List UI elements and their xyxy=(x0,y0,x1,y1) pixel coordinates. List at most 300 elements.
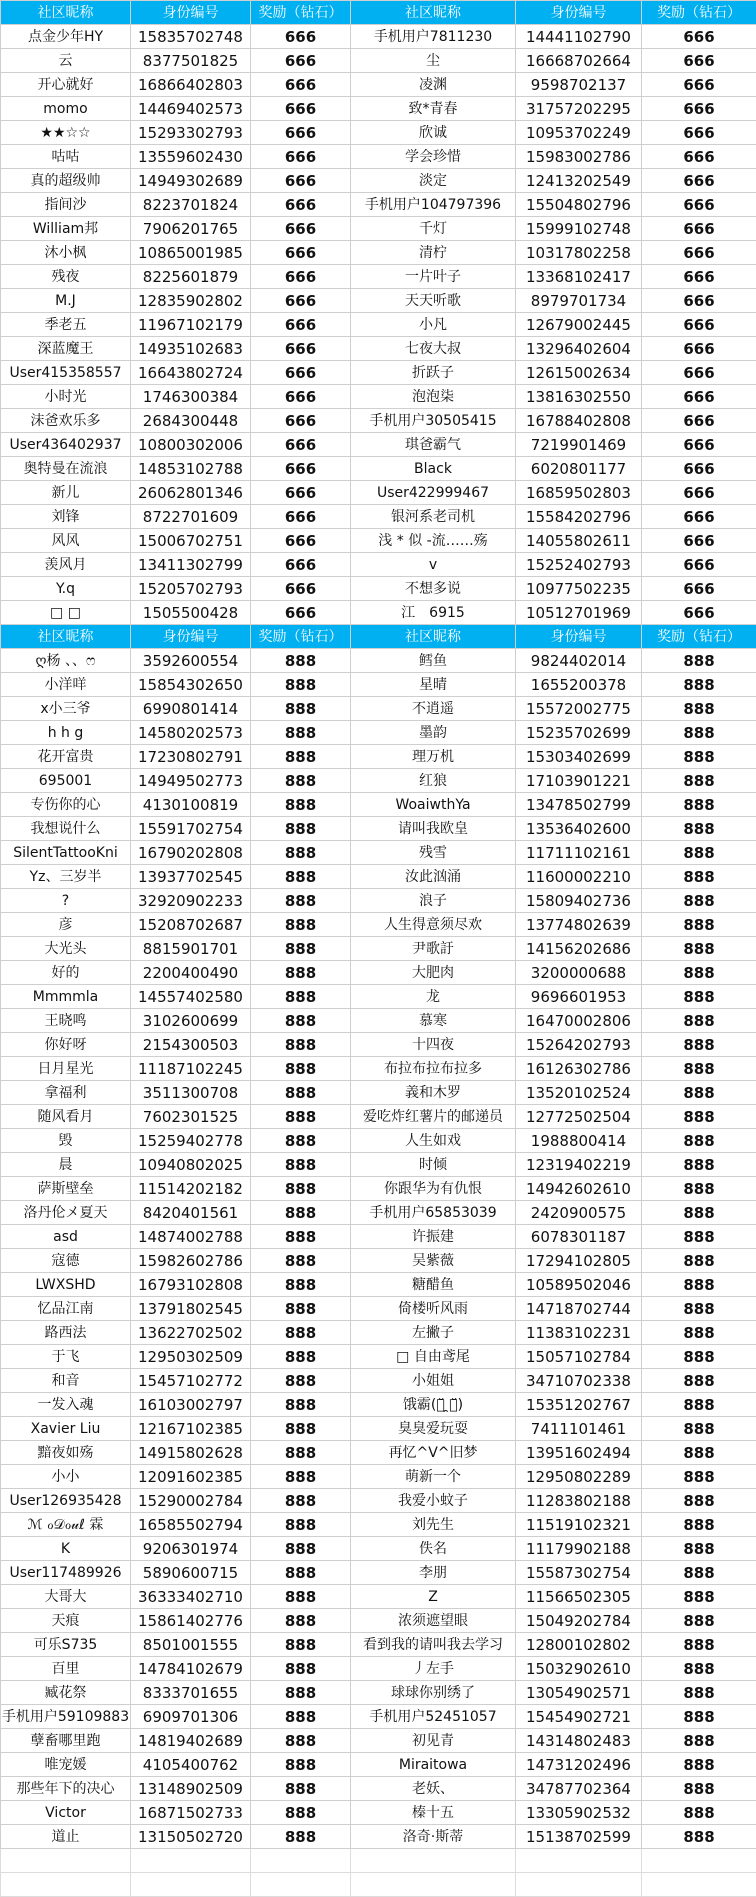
cell-id-number[interactable]: 15290002784 xyxy=(131,1489,251,1513)
cell-id-number[interactable]: 8225601879 xyxy=(131,265,251,289)
cell-id-number[interactable]: 15264202793 xyxy=(516,1033,642,1057)
cell-reward[interactable]: 888 xyxy=(251,697,351,721)
cell-id-number[interactable]: 16585502794 xyxy=(131,1513,251,1537)
cell-id-number[interactable]: 8722701609 xyxy=(131,505,251,529)
cell-reward[interactable]: 666 xyxy=(251,289,351,313)
cell-reward[interactable]: 888 xyxy=(642,1345,756,1369)
cell-id-number[interactable]: 13054902571 xyxy=(516,1681,642,1705)
cell-id-number[interactable]: 16793102808 xyxy=(131,1273,251,1297)
cell-reward[interactable]: 888 xyxy=(642,769,756,793)
cell-id-number[interactable]: 10977502235 xyxy=(516,577,642,601)
cell-nickname[interactable]: 人生如戏 xyxy=(351,1129,516,1153)
cell-nickname[interactable]: 老妖、 xyxy=(351,1777,516,1801)
cell-nickname[interactable]: asd xyxy=(1,1225,131,1249)
cell-id-number[interactable]: 15861402776 xyxy=(131,1609,251,1633)
cell-id-number[interactable]: 34710702338 xyxy=(516,1369,642,1393)
cell-id-number[interactable]: 15235702699 xyxy=(516,721,642,745)
cell-id-number[interactable]: 14441102790 xyxy=(516,25,642,49)
cell-reward[interactable]: 888 xyxy=(251,1441,351,1465)
cell-nickname[interactable]: 大肥肉 xyxy=(351,961,516,985)
cell-reward[interactable]: 888 xyxy=(251,865,351,889)
cell-nickname[interactable]: 看到我的请叫我去学习 xyxy=(351,1633,516,1657)
cell-reward[interactable]: 888 xyxy=(251,817,351,841)
cell-nickname[interactable]: 刘先生 xyxy=(351,1513,516,1537)
cell-id-number[interactable]: 15809402736 xyxy=(516,889,642,913)
cell-nickname[interactable]: 大光头 xyxy=(1,937,131,961)
cell-id-number[interactable]: 15303402699 xyxy=(516,745,642,769)
cell-id-number[interactable]: 12950802289 xyxy=(516,1465,642,1489)
cell-nickname[interactable]: 十四夜 xyxy=(351,1033,516,1057)
cell-reward[interactable]: 888 xyxy=(642,1801,756,1825)
cell-reward[interactable]: 888 xyxy=(642,1177,756,1201)
cell-nickname[interactable]: 臧花祭 xyxy=(1,1681,131,1705)
cell-reward[interactable]: 888 xyxy=(251,649,351,673)
cell-reward[interactable]: 666 xyxy=(251,97,351,121)
cell-nickname[interactable]: 浅 * 似 -流……殇 xyxy=(351,529,516,553)
cell-id-number[interactable]: 10865001985 xyxy=(131,241,251,265)
cell-reward[interactable]: 888 xyxy=(251,1009,351,1033)
cell-reward[interactable]: 666 xyxy=(251,145,351,169)
cell-id-number[interactable]: 3511300708 xyxy=(131,1081,251,1105)
cell-id-number[interactable]: 14055802611 xyxy=(516,529,642,553)
cell-nickname[interactable]: 致*青春 xyxy=(351,97,516,121)
cell-nickname[interactable]: 天痕 xyxy=(1,1609,131,1633)
cell-nickname[interactable]: 手机用户7811230 xyxy=(351,25,516,49)
cell-reward[interactable]: 888 xyxy=(642,1369,756,1393)
cell-id-number[interactable]: 10317802258 xyxy=(516,241,642,265)
cell-id-number[interactable]: 15572002775 xyxy=(516,697,642,721)
cell-reward[interactable]: 888 xyxy=(251,1705,351,1729)
cell-nickname[interactable]: 开心就好 xyxy=(1,73,131,97)
cell-reward[interactable]: 888 xyxy=(251,1777,351,1801)
cell-nickname[interactable]: 尘 xyxy=(351,49,516,73)
cell-reward[interactable]: 666 xyxy=(642,73,756,97)
cell-nickname[interactable]: Yz、三岁半 xyxy=(1,865,131,889)
cell-nickname[interactable]: 一发入魂 xyxy=(1,1393,131,1417)
cell-id-number[interactable]: 3592600554 xyxy=(131,649,251,673)
cell-id-number[interactable]: 15454902721 xyxy=(516,1705,642,1729)
cell-id-number[interactable]: 8223701824 xyxy=(131,193,251,217)
cell-reward[interactable]: 666 xyxy=(251,577,351,601)
cell-id-number[interactable]: 11514202182 xyxy=(131,1177,251,1201)
cell-id-number[interactable]: 17230802791 xyxy=(131,745,251,769)
cell-reward[interactable]: 888 xyxy=(642,1441,756,1465)
cell-nickname[interactable]: 七夜大叔 xyxy=(351,337,516,361)
cell-nickname[interactable]: 新儿 xyxy=(1,481,131,505)
empty-cell[interactable] xyxy=(1,1873,131,1897)
cell-nickname[interactable]: 指间沙 xyxy=(1,193,131,217)
cell-reward[interactable]: 888 xyxy=(642,1129,756,1153)
cell-reward[interactable]: 666 xyxy=(251,217,351,241)
cell-reward[interactable]: 666 xyxy=(642,553,756,577)
cell-reward[interactable]: 888 xyxy=(251,1201,351,1225)
cell-id-number[interactable]: 14718702744 xyxy=(516,1297,642,1321)
cell-reward[interactable]: 666 xyxy=(251,121,351,145)
cell-reward[interactable]: 888 xyxy=(251,1801,351,1825)
cell-reward[interactable]: 888 xyxy=(642,1105,756,1129)
cell-reward[interactable]: 888 xyxy=(251,1321,351,1345)
cell-nickname[interactable]: 沫爸欢乐多 xyxy=(1,409,131,433)
cell-nickname[interactable]: 初见青 xyxy=(351,1729,516,1753)
cell-reward[interactable]: 888 xyxy=(642,1609,756,1633)
cell-reward[interactable]: 666 xyxy=(642,385,756,409)
cell-nickname[interactable]: 可乐S735 xyxy=(1,1633,131,1657)
cell-reward[interactable]: 888 xyxy=(642,1489,756,1513)
cell-nickname[interactable]: 不想多说 xyxy=(351,577,516,601)
cell-nickname[interactable]: 臭臭爱玩耍 xyxy=(351,1417,516,1441)
cell-reward[interactable]: 888 xyxy=(642,1777,756,1801)
cell-reward[interactable]: 888 xyxy=(251,1153,351,1177)
cell-id-number[interactable]: 15032902610 xyxy=(516,1657,642,1681)
cell-id-number[interactable]: 15351202767 xyxy=(516,1393,642,1417)
cell-nickname[interactable]: 尹歌訏 xyxy=(351,937,516,961)
cell-nickname[interactable]: 手机用户59109883 xyxy=(1,1705,131,1729)
cell-reward[interactable]: 666 xyxy=(642,337,756,361)
cell-nickname[interactable]: 再忆^V^旧梦 xyxy=(351,1441,516,1465)
cell-reward[interactable]: 888 xyxy=(642,1585,756,1609)
cell-id-number[interactable]: 17294102805 xyxy=(516,1249,642,1273)
cell-id-number[interactable]: 13559602430 xyxy=(131,145,251,169)
cell-id-number[interactable]: 15584202796 xyxy=(516,505,642,529)
cell-nickname[interactable]: 你好呀 xyxy=(1,1033,131,1057)
cell-id-number[interactable]: 15982602786 xyxy=(131,1249,251,1273)
cell-id-number[interactable]: 4105400762 xyxy=(131,1753,251,1777)
cell-reward[interactable]: 888 xyxy=(251,1417,351,1441)
cell-reward[interactable]: 666 xyxy=(251,25,351,49)
cell-reward[interactable]: 888 xyxy=(251,1537,351,1561)
cell-nickname[interactable]: 深蓝魔王 xyxy=(1,337,131,361)
cell-reward[interactable]: 888 xyxy=(642,1825,756,1849)
cell-reward[interactable]: 888 xyxy=(251,841,351,865)
cell-nickname[interactable]: v xyxy=(351,553,516,577)
cell-nickname[interactable]: 江 6915 xyxy=(351,601,516,625)
cell-reward[interactable]: 666 xyxy=(251,385,351,409)
cell-nickname[interactable]: M.J xyxy=(1,289,131,313)
cell-id-number[interactable]: 6020801177 xyxy=(516,457,642,481)
cell-id-number[interactable]: 12319402219 xyxy=(516,1153,642,1177)
cell-id-number[interactable]: 15049202784 xyxy=(516,1609,642,1633)
cell-reward[interactable]: 666 xyxy=(642,169,756,193)
cell-id-number[interactable]: 8333701655 xyxy=(131,1681,251,1705)
cell-id-number[interactable]: 4130100819 xyxy=(131,793,251,817)
cell-id-number[interactable]: 13368102417 xyxy=(516,265,642,289)
cell-nickname[interactable]: 时倾 xyxy=(351,1153,516,1177)
cell-reward[interactable]: 666 xyxy=(642,409,756,433)
cell-nickname[interactable]: 理万机 xyxy=(351,745,516,769)
cell-reward[interactable]: 888 xyxy=(642,1201,756,1225)
cell-reward[interactable]: 888 xyxy=(642,1705,756,1729)
cell-reward[interactable]: 888 xyxy=(642,961,756,985)
cell-id-number[interactable]: 14942602610 xyxy=(516,1177,642,1201)
cell-nickname[interactable]: 吴紫薇 xyxy=(351,1249,516,1273)
cell-nickname[interactable]: 清柠 xyxy=(351,241,516,265)
cell-id-number[interactable]: 10953702249 xyxy=(516,121,642,145)
cell-reward[interactable]: 888 xyxy=(642,1033,756,1057)
cell-nickname[interactable]: User126935428 xyxy=(1,1489,131,1513)
cell-nickname[interactable]: 小凡 xyxy=(351,313,516,337)
cell-id-number[interactable]: 15208702687 xyxy=(131,913,251,937)
cell-reward[interactable]: 888 xyxy=(642,889,756,913)
cell-reward[interactable]: 666 xyxy=(642,289,756,313)
cell-nickname[interactable]: 和音 xyxy=(1,1369,131,1393)
cell-nickname[interactable]: 大哥大 xyxy=(1,1585,131,1609)
cell-reward[interactable]: 888 xyxy=(642,985,756,1009)
cell-nickname[interactable]: h h g xyxy=(1,721,131,745)
cell-reward[interactable]: 666 xyxy=(251,337,351,361)
cell-id-number[interactable]: 16871502733 xyxy=(131,1801,251,1825)
cell-nickname[interactable]: 一片叶子 xyxy=(351,265,516,289)
cell-nickname[interactable]: 许振建 xyxy=(351,1225,516,1249)
empty-cell[interactable] xyxy=(642,1873,756,1897)
cell-reward[interactable]: 888 xyxy=(251,985,351,1009)
cell-nickname[interactable]: User117489926 xyxy=(1,1561,131,1585)
cell-reward[interactable]: 888 xyxy=(251,1033,351,1057)
cell-reward[interactable]: 888 xyxy=(251,1057,351,1081)
cell-reward[interactable]: 888 xyxy=(251,1609,351,1633)
cell-reward[interactable]: 666 xyxy=(251,529,351,553)
cell-id-number[interactable]: 15259402778 xyxy=(131,1129,251,1153)
cell-nickname[interactable]: User436402937 xyxy=(1,433,131,457)
cell-reward[interactable]: 666 xyxy=(642,241,756,265)
cell-reward[interactable]: 666 xyxy=(251,49,351,73)
cell-reward[interactable]: 888 xyxy=(642,1297,756,1321)
cell-nickname[interactable]: 残夜 xyxy=(1,265,131,289)
cell-reward[interactable]: 888 xyxy=(251,1681,351,1705)
cell-nickname[interactable]: 季老五 xyxy=(1,313,131,337)
cell-reward[interactable]: 888 xyxy=(642,1729,756,1753)
empty-cell[interactable] xyxy=(131,1873,251,1897)
cell-reward[interactable]: 666 xyxy=(642,313,756,337)
cell-id-number[interactable]: 2154300503 xyxy=(131,1033,251,1057)
cell-nickname[interactable]: 汝此汹涌 xyxy=(351,865,516,889)
cell-reward[interactable]: 888 xyxy=(642,745,756,769)
cell-id-number[interactable]: 16788402808 xyxy=(516,409,642,433)
cell-id-number[interactable]: 14156202686 xyxy=(516,937,642,961)
cell-id-number[interactable]: 8420401561 xyxy=(131,1201,251,1225)
cell-nickname[interactable]: 慕寒 xyxy=(351,1009,516,1033)
cell-reward[interactable]: 888 xyxy=(251,1825,351,1849)
cell-reward[interactable]: 888 xyxy=(642,1057,756,1081)
cell-reward[interactable]: 666 xyxy=(251,241,351,265)
cell-nickname[interactable]: 红狼 xyxy=(351,769,516,793)
cell-nickname[interactable]: 拿福利 xyxy=(1,1081,131,1105)
cell-reward[interactable]: 888 xyxy=(251,793,351,817)
cell-id-number[interactable]: 14874002788 xyxy=(131,1225,251,1249)
cell-id-number[interactable]: 2200400490 xyxy=(131,961,251,985)
cell-reward[interactable]: 888 xyxy=(642,1417,756,1441)
cell-nickname[interactable]: 请叫我欧皇 xyxy=(351,817,516,841)
cell-id-number[interactable]: 15293302793 xyxy=(131,121,251,145)
cell-nickname[interactable]: 浪子 xyxy=(351,889,516,913)
cell-reward[interactable]: 888 xyxy=(251,721,351,745)
cell-id-number[interactable]: 16859502803 xyxy=(516,481,642,505)
cell-reward[interactable]: 888 xyxy=(642,1465,756,1489)
cell-nickname[interactable]: LWXSHD xyxy=(1,1273,131,1297)
cell-reward[interactable]: 888 xyxy=(251,961,351,985)
cell-nickname[interactable]: 小小 xyxy=(1,1465,131,1489)
cell-nickname[interactable]: 那些年下的决心 xyxy=(1,1777,131,1801)
cell-id-number[interactable]: 12413202549 xyxy=(516,169,642,193)
cell-reward[interactable]: 888 xyxy=(642,1009,756,1033)
cell-id-number[interactable]: 14935102683 xyxy=(131,337,251,361)
cell-reward[interactable]: 888 xyxy=(251,1249,351,1273)
cell-nickname[interactable]: ? xyxy=(1,889,131,913)
cell-id-number[interactable]: 16470002806 xyxy=(516,1009,642,1033)
cell-nickname[interactable]: 百里 xyxy=(1,1657,131,1681)
cell-id-number[interactable]: 7219901469 xyxy=(516,433,642,457)
cell-reward[interactable]: 888 xyxy=(642,1249,756,1273)
cell-id-number[interactable]: 3200000688 xyxy=(516,961,642,985)
cell-id-number[interactable]: 6909701306 xyxy=(131,1705,251,1729)
cell-reward[interactable]: 888 xyxy=(251,1585,351,1609)
cell-nickname[interactable]: 欣诚 xyxy=(351,121,516,145)
cell-reward[interactable]: 888 xyxy=(642,1393,756,1417)
cell-reward[interactable]: 666 xyxy=(251,73,351,97)
cell-nickname[interactable]: 专伤你的心 xyxy=(1,793,131,817)
cell-id-number[interactable]: 9824402014 xyxy=(516,649,642,673)
cell-nickname[interactable]: 彦 xyxy=(1,913,131,937)
cell-reward[interactable]: 888 xyxy=(251,1753,351,1777)
cell-reward[interactable]: 888 xyxy=(642,1321,756,1345)
empty-cell[interactable] xyxy=(251,1873,351,1897)
cell-id-number[interactable]: 9206301974 xyxy=(131,1537,251,1561)
cell-id-number[interactable]: 1988800414 xyxy=(516,1129,642,1153)
cell-nickname[interactable]: Mmmmla xyxy=(1,985,131,1009)
cell-nickname[interactable]: 榛十五 xyxy=(351,1801,516,1825)
cell-nickname[interactable]: 于飞 xyxy=(1,1345,131,1369)
cell-reward[interactable]: 888 xyxy=(251,1105,351,1129)
cell-nickname[interactable]: □ 自由鸢尾 xyxy=(351,1345,516,1369)
cell-id-number[interactable]: 12835902802 xyxy=(131,289,251,313)
cell-nickname[interactable]: 寇德 xyxy=(1,1249,131,1273)
cell-id-number[interactable]: 12091602385 xyxy=(131,1465,251,1489)
cell-nickname[interactable]: momo xyxy=(1,97,131,121)
cell-id-number[interactable]: 13411302799 xyxy=(131,553,251,577)
cell-reward[interactable]: 666 xyxy=(251,481,351,505)
cell-reward[interactable]: 666 xyxy=(251,601,351,625)
cell-reward[interactable]: 666 xyxy=(251,313,351,337)
cell-id-number[interactable]: 13148902509 xyxy=(131,1777,251,1801)
cell-id-number[interactable]: 15983002786 xyxy=(516,145,642,169)
cell-nickname[interactable]: User415358557 xyxy=(1,361,131,385)
cell-id-number[interactable]: 17103901221 xyxy=(516,769,642,793)
cell-reward[interactable]: 888 xyxy=(251,1345,351,1369)
cell-id-number[interactable]: 11566502305 xyxy=(516,1585,642,1609)
cell-id-number[interactable]: 15006702751 xyxy=(131,529,251,553)
cell-reward[interactable]: 666 xyxy=(251,361,351,385)
cell-reward[interactable]: 888 xyxy=(642,721,756,745)
cell-id-number[interactable]: 13622702502 xyxy=(131,1321,251,1345)
cell-id-number[interactable]: 34787702364 xyxy=(516,1777,642,1801)
cell-reward[interactable]: 888 xyxy=(642,649,756,673)
cell-id-number[interactable]: 14853102788 xyxy=(131,457,251,481)
cell-id-number[interactable]: 16668702664 xyxy=(516,49,642,73)
cell-id-number[interactable]: 14819402689 xyxy=(131,1729,251,1753)
cell-nickname[interactable]: 千灯 xyxy=(351,217,516,241)
cell-reward[interactable]: 888 xyxy=(642,937,756,961)
cell-id-number[interactable]: 8815901701 xyxy=(131,937,251,961)
cell-reward[interactable]: 666 xyxy=(642,121,756,145)
cell-id-number[interactable]: 5890600715 xyxy=(131,1561,251,1585)
cell-reward[interactable]: 888 xyxy=(251,1561,351,1585)
cell-reward[interactable]: 666 xyxy=(642,217,756,241)
cell-reward[interactable]: 888 xyxy=(642,1513,756,1537)
cell-nickname[interactable]: 手机用户52451057 xyxy=(351,1705,516,1729)
cell-id-number[interactable]: 10589502046 xyxy=(516,1273,642,1297)
cell-id-number[interactable]: 12679002445 xyxy=(516,313,642,337)
cell-reward[interactable]: 666 xyxy=(251,409,351,433)
cell-nickname[interactable]: 義和木罗 xyxy=(351,1081,516,1105)
cell-nickname[interactable]: 沐小枫 xyxy=(1,241,131,265)
cell-reward[interactable]: 666 xyxy=(642,97,756,121)
cell-nickname[interactable]: 球球你别绣了 xyxy=(351,1681,516,1705)
cell-id-number[interactable]: 14915802628 xyxy=(131,1441,251,1465)
cell-nickname[interactable]: 云 xyxy=(1,49,131,73)
cell-reward[interactable]: 888 xyxy=(642,1681,756,1705)
cell-reward[interactable]: 888 xyxy=(251,1297,351,1321)
cell-reward[interactable]: 888 xyxy=(642,841,756,865)
cell-id-number[interactable]: 8501001555 xyxy=(131,1633,251,1657)
cell-reward[interactable]: 888 xyxy=(251,1393,351,1417)
cell-reward[interactable]: 888 xyxy=(642,1537,756,1561)
cell-nickname[interactable]: 毁 xyxy=(1,1129,131,1153)
cell-reward[interactable]: 888 xyxy=(251,937,351,961)
cell-nickname[interactable]: 日月星光 xyxy=(1,1057,131,1081)
cell-id-number[interactable]: 11179902188 xyxy=(516,1537,642,1561)
cell-id-number[interactable]: 6078301187 xyxy=(516,1225,642,1249)
cell-nickname[interactable]: □ □ xyxy=(1,601,131,625)
cell-id-number[interactable]: 15057102784 xyxy=(516,1345,642,1369)
cell-id-number[interactable]: 7906201765 xyxy=(131,217,251,241)
cell-reward[interactable]: 666 xyxy=(642,361,756,385)
cell-id-number[interactable]: 16643802724 xyxy=(131,361,251,385)
cell-reward[interactable]: 666 xyxy=(251,265,351,289)
cell-id-number[interactable]: 12167102385 xyxy=(131,1417,251,1441)
cell-nickname[interactable]: 手机用户65853039 xyxy=(351,1201,516,1225)
cell-reward[interactable]: 666 xyxy=(642,265,756,289)
cell-id-number[interactable]: 12800102802 xyxy=(516,1633,642,1657)
cell-id-number[interactable]: 2684300448 xyxy=(131,409,251,433)
cell-id-number[interactable]: 1746300384 xyxy=(131,385,251,409)
cell-nickname[interactable]: 萌新一个 xyxy=(351,1465,516,1489)
cell-reward[interactable]: 666 xyxy=(642,457,756,481)
cell-id-number[interactable]: 2420900575 xyxy=(516,1201,642,1225)
cell-nickname[interactable]: 小洋咩 xyxy=(1,673,131,697)
cell-reward[interactable]: 666 xyxy=(642,577,756,601)
cell-id-number[interactable]: 1505500428 xyxy=(131,601,251,625)
cell-reward[interactable]: 888 xyxy=(642,697,756,721)
cell-nickname[interactable]: 饿霸(・̆ ̯・̆) xyxy=(351,1393,516,1417)
cell-nickname[interactable]: 佚名 xyxy=(351,1537,516,1561)
cell-nickname[interactable]: Black xyxy=(351,457,516,481)
cell-id-number[interactable]: 3102600699 xyxy=(131,1009,251,1033)
cell-reward[interactable]: 888 xyxy=(642,865,756,889)
cell-reward[interactable]: 888 xyxy=(251,1657,351,1681)
cell-id-number[interactable]: 14784102679 xyxy=(131,1657,251,1681)
cell-nickname[interactable]: 羡风月 xyxy=(1,553,131,577)
cell-nickname[interactable]: 星晴 xyxy=(351,673,516,697)
cell-nickname[interactable]: 洛奇·斯蒂 xyxy=(351,1825,516,1849)
cell-reward[interactable]: 666 xyxy=(251,169,351,193)
cell-nickname[interactable]: 晨 xyxy=(1,1153,131,1177)
cell-reward[interactable]: 888 xyxy=(642,1081,756,1105)
cell-nickname[interactable]: K xyxy=(1,1537,131,1561)
cell-nickname[interactable]: x小三爷 xyxy=(1,697,131,721)
cell-reward[interactable]: 666 xyxy=(251,433,351,457)
cell-reward[interactable]: 888 xyxy=(251,1489,351,1513)
cell-reward[interactable]: 666 xyxy=(642,529,756,553)
cell-id-number[interactable]: 13150502720 xyxy=(131,1825,251,1849)
